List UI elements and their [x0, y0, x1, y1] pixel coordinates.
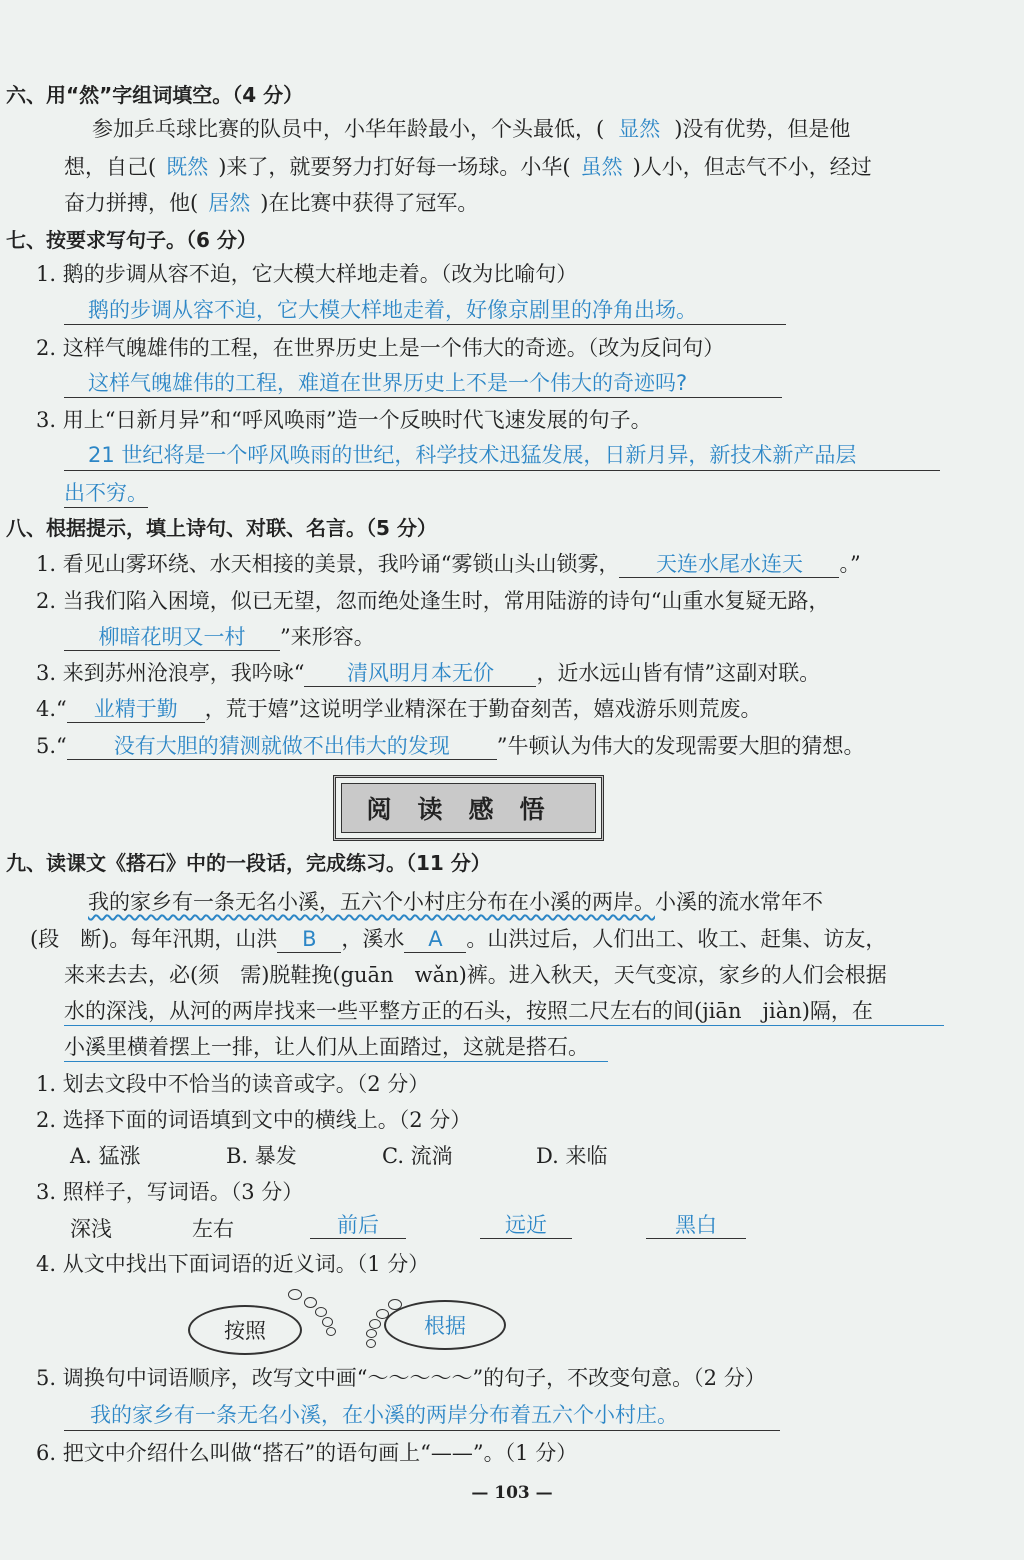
page-number: — 103 —: [471, 1483, 553, 1503]
toe-5: [326, 1327, 336, 1336]
s9-question-1: 1. 划去文段中不恰当的读音或字。（2 分）: [36, 1072, 430, 1096]
answer-juran: 居然: [208, 191, 251, 215]
s8-answer-4: 业精于勤: [67, 696, 205, 723]
section-6-title: 六、用“然”字组词填空。（4 分）: [6, 83, 304, 107]
s7-answer-2-line: [64, 397, 782, 398]
s8-answer-5: 没有大胆的猜测就做不出伟大的发现: [67, 733, 497, 760]
s8-item-1: 1. 看见山雾环绕、水天相接的美景，我吟诵“雾锁山头山锁雾， 天连水尾水连天 。”: [36, 552, 861, 576]
s9-question-3: 3. 照样子，写词语。（3 分）: [36, 1180, 304, 1204]
example-word-1: 深浅: [70, 1217, 112, 1241]
s8-answer-1: 天连水尾水连天: [619, 551, 839, 578]
toe-2: [304, 1297, 317, 1308]
s7-answer-3a-line: [64, 470, 940, 471]
s7-answer-3b-line: [64, 507, 148, 508]
section-6-line-3: 奋力拼搏，他( 居然 )在比赛中获得了冠军。: [64, 191, 479, 215]
s8-item-3: 3. 来到苏州沧浪亭，我吟咏“ 清风明月本无价 ，近水远山皆有情”这副对联。: [36, 661, 821, 685]
toe-1: [288, 1289, 302, 1300]
passage-line-4: 水的深浅，从河的两岸找来一些平整方正的石头，按照二尺左右的间(jiān jiàn)隔，在: [64, 999, 873, 1023]
blank-B: B: [277, 926, 341, 953]
passage-line-5: 小溪里横着摆上一排，让人们从上面踏过，这就是搭石。: [64, 1035, 589, 1059]
word-blank-1: 前后: [310, 1210, 406, 1240]
s8-answer-3: 清风明月本无价: [304, 660, 536, 687]
option-a: A. 猛涨: [70, 1144, 141, 1168]
s8-answer-2: 柳暗花明又一村: [64, 624, 280, 651]
s7-answer-2: 这样气魄雄伟的工程，难道在世界历史上不是一个伟大的奇迹吗?: [88, 371, 688, 395]
word-blank-3: 黑白: [646, 1210, 746, 1240]
s9-question-5: 5. 调换句中词语顺序，改写文中画“～～～～～”的句子，不改变句意。（2 分）: [36, 1366, 766, 1390]
s7-question-2: 2. 这样气魄雄伟的工程，在世界历史上是一个伟大的奇迹。（改为反问句）: [36, 336, 725, 360]
answer-suiran: 虽然: [580, 155, 623, 179]
section-6-line-2: 想，自己( 既然 )来了，就要努力打好每一场球。小华( 虽然 )人小，但志气不小，经过: [64, 155, 872, 179]
section-8-title: 八、根据提示，填上诗句、对联、名言。（5 分）: [6, 516, 437, 540]
wavy-sentence: 我的家乡有一条无名小溪，五六个小村庄分布在小溪的两岸。: [88, 890, 655, 914]
s7-answer-1: 鹅的步调从容不迫，它大模大样地走着，好像京剧里的净角出场。: [88, 298, 697, 322]
option-c: C. 流淌: [382, 1144, 453, 1168]
s9-question-6: 6. 把文中介绍什么叫做“搭石”的语句画上“——”。（1 分）: [36, 1441, 578, 1465]
dasi-definition-underline-1: [64, 1025, 944, 1026]
toe-8: [369, 1319, 381, 1329]
s7-answer-3b: 出不穷。: [64, 481, 148, 505]
footprint-left: 按照: [188, 1305, 302, 1355]
passage-line-3: 来来去去，必(须 需)脱鞋挽(guān wǎn)裤。进入秋天，天气变凉，家乡的人们会根据: [64, 963, 887, 987]
word-blank-2: 远近: [480, 1210, 572, 1240]
answer-xianran: 显然: [618, 117, 661, 141]
section-9-title: 九、读课文《搭石》中的一段话，完成练习。（11 分）: [6, 851, 491, 875]
s9-answer-5: 我的家乡有一条无名小溪，在小溪的两岸分布着五六个小村庄。: [90, 1403, 678, 1427]
passage-line-2: (段 断)。每年汛期，山洪 B ，溪水 A 。山洪过后，人们出工、收工、赶集、访友，: [30, 927, 887, 951]
section-6-line-1: 参加乒乓球比赛的队员中，小华年龄最小，个头最低，( 显然 )没有优势，但是他: [92, 117, 851, 141]
s9-question-4: 4. 从文中找出下面词语的近义词。（1 分）: [36, 1252, 430, 1276]
toe-4: [322, 1317, 333, 1327]
s7-answer-1-line: [64, 324, 786, 325]
s8-item-5: 5.“ 没有大胆的猜测就做不出伟大的发现 ”牛顿认为伟大的发现需要大胆的猜想。: [36, 734, 865, 758]
toe-3: [315, 1307, 327, 1317]
s7-question-3: 3. 用上“日新月异”和“呼风唤雨”造一个反映时代飞速发展的句子。: [36, 408, 652, 432]
option-b: B. 暴发: [226, 1144, 297, 1168]
example-word-2: 左右: [192, 1217, 234, 1241]
s9-answer-5-line: [64, 1430, 780, 1431]
toe-10: [366, 1339, 376, 1348]
s8-item-2a: 2. 当我们陷入困境，似已无望，忽而绝处逢生时，常用陆游的诗句“山重水复疑无路，: [36, 589, 830, 613]
section-7-title: 七、按要求写句子。（6 分）: [6, 228, 257, 252]
s7-answer-3a: 21 世纪将是一个呼风唤雨的世纪，科学技术迅猛发展，日新月异，新技术新产品层: [88, 443, 857, 467]
footprint-right: 根据: [384, 1300, 506, 1350]
answer-jiran: 既然: [166, 155, 209, 179]
s8-item-2b: 柳暗花明又一村 ”来形容。: [64, 622, 375, 652]
reading-banner: 阅读感悟: [333, 775, 604, 841]
passage-line-1: 我的家乡有一条无名小溪，五六个小村庄分布在小溪的两岸。小溪的流水常年不: [88, 890, 823, 914]
s8-item-4: 4.“ 业精于勤 ，荒于嬉”这说明学业精深在于勤奋刻苦，嬉戏游乐则荒废。: [36, 697, 762, 721]
s9-question-2: 2. 选择下面的词语填到文中的横线上。（2 分）: [36, 1108, 472, 1132]
s7-question-1: 1. 鹅的步调从容不迫，它大模大样地走着。（改为比喻句）: [36, 262, 578, 286]
blank-A: A: [404, 926, 466, 953]
toe-9: [366, 1329, 377, 1338]
dasi-definition-underline-2: [64, 1061, 608, 1062]
option-d: D. 来临: [536, 1144, 608, 1168]
